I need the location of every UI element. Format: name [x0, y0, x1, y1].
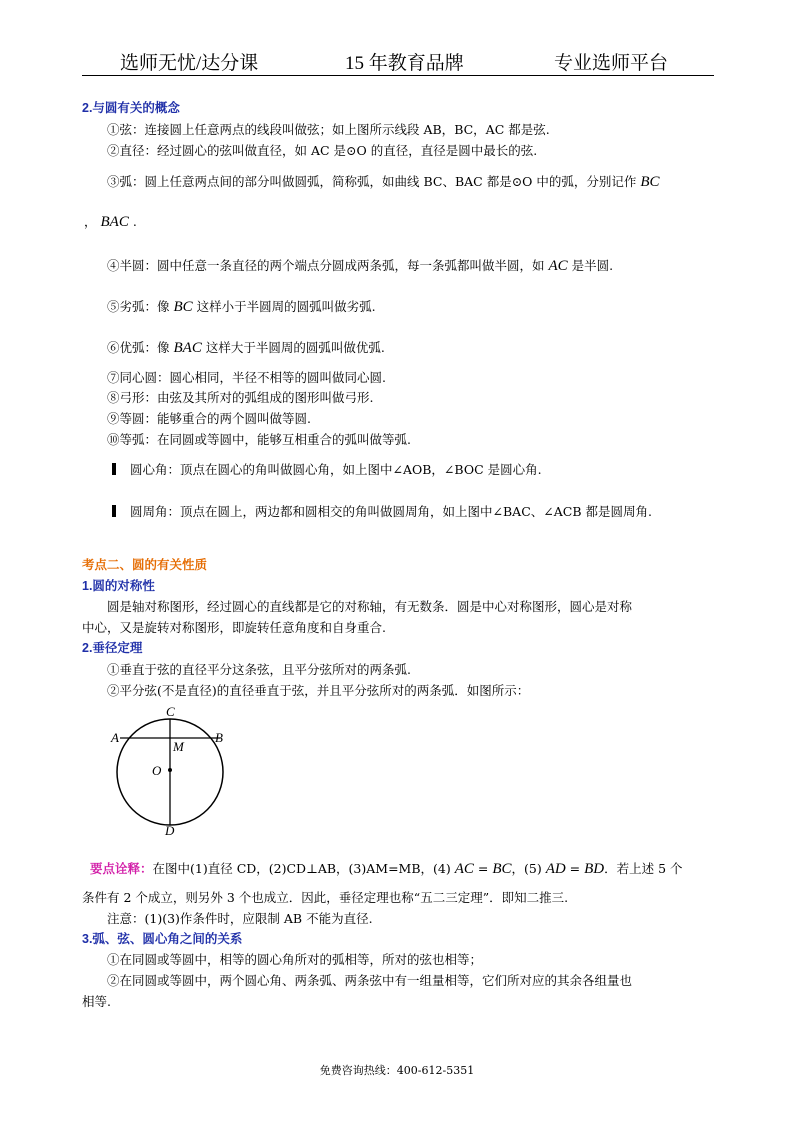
label-c: C: [166, 704, 175, 719]
def-semicircle-pre: ④半圆：圆中任意一条直径的两个端点分圆成两条弧，每一条弧都叫做半圆，如: [107, 258, 545, 273]
def-minor-arc-post: 这样小于半圆周的圆弧叫做劣弧.: [196, 299, 376, 314]
subsection-title-symmetry: 1.圆的对称性: [82, 579, 155, 593]
def-major-arc: [107, 340, 385, 356]
header-right: 专业选师平台: [554, 53, 669, 74]
def-arc-cont-post: .: [132, 214, 137, 229]
circle-diagram: [105, 702, 235, 842]
subsection-title-arc-chord-angle: 3.弧、弦、圆心角之间的关系: [82, 932, 243, 946]
arc-symbol-ac: AC: [548, 258, 568, 274]
def-chord: ①弦：连接圆上任意两点的线段叫做弦；如上图所示线段 AB，BC，AC 都是弦.: [107, 122, 550, 137]
header-left: 选师无忧/达分课: [120, 53, 259, 74]
label-b: B: [215, 730, 223, 745]
label-o: O: [152, 763, 162, 778]
bullet-icon: [112, 505, 116, 517]
arc-symbol-bc-minor: BC: [173, 299, 193, 315]
arc-symbol-bc-eq: BC: [492, 861, 512, 877]
arc-symbol-bc: BC: [640, 174, 660, 190]
theorem-line-1: ①垂直于弦的直径平分这条弦，且平分弦所对的两条弧.: [107, 662, 411, 677]
def-minor-arc-pre: ⑤劣弧：像: [107, 299, 170, 314]
section-title-properties: 考点二、圆的有关性质: [82, 558, 208, 572]
def-arc: [107, 174, 660, 190]
note-label: 要点诠释：: [90, 862, 153, 876]
theorem-line-2: ②平分弦(不是直径)的直径垂直于弦，并且平分弦所对的两条弧．如图所示：: [107, 683, 530, 698]
def-equal-arcs: ⑩等弧：在同圆或等圆中，能够互相重合的弧叫做等弧.: [107, 432, 411, 447]
def-minor-arc: [107, 299, 376, 315]
def-arc-text: ③弧：圆上任意两点间的部分叫做圆弧，简称弧，如曲线 BC、BAC 都是⊙O 中的弧，分别记作: [107, 174, 637, 189]
relation-line-1: ①在同圆或等圆中，相等的圆心角所对的弧相等，所对的弦也相等；: [107, 952, 483, 967]
relation-line-2: ②在同圆或等圆中，两个圆心角、两条弧、两条弦中有一组量相等，它们所对应的其余各组量也: [107, 973, 633, 988]
def-arc-cont-pre: ，: [84, 214, 97, 229]
def-semicircle-post: 是半圆.: [571, 258, 614, 273]
def-inscribed-angle: 圆周角：顶点在圆上，两边都和圆相交的角叫做圆周角，如上图中∠BAC、∠ACB 都是圆周角.: [130, 504, 652, 519]
def-equal-circles: ⑨等圆：能够重合的两个圆叫做等圆.: [107, 411, 311, 426]
def-arc-cont: [84, 214, 137, 230]
def-diameter: ②直径：经过圆心的弦叫做直径，如 AC 是⊙O 的直径，直径是圆中最长的弦.: [107, 143, 538, 158]
note-line-2: 条件有 2 个成立，则另外 3 个也成立．因此，垂径定理也称“五二三定理”．即知二推三.: [82, 890, 569, 905]
note-text-a: 在图中(1)直径 CD，(2)CD⊥AB，(3)AM=MB，(4): [152, 861, 451, 876]
symmetry-line-2: 中心，又是旋转对称图形，即旋转任意角度和自身重合.: [82, 620, 386, 635]
def-major-arc-post: 这样大于半圆周的圆弧叫做优弧.: [205, 340, 385, 355]
bullet-icon: [112, 463, 116, 475]
relation-line-3: 相等.: [82, 994, 111, 1009]
def-central-angle: 圆心角：顶点在圆心的角叫做圆心角，如上图中∠AOB，∠BOC 是圆心角.: [130, 462, 542, 477]
def-semicircle: [107, 258, 613, 274]
note-line-3: 注意：(1)(3)作条件时，应限制 AB 不能为直径.: [107, 911, 373, 926]
label-m: M: [173, 739, 184, 754]
arc-symbol-ad-eq: AD: [545, 861, 566, 877]
label-d: D: [165, 823, 175, 838]
page-header: [82, 48, 714, 76]
note-mid: ，(5): [511, 861, 542, 876]
arc-symbol-bac: BAC: [100, 214, 129, 230]
def-segment: ⑧弓形：由弦及其所对的弧组成的图形叫做弓形.: [107, 390, 374, 405]
def-concentric: ⑦同心圆：圆心相同，半径不相等的圆叫做同心圆.: [107, 370, 386, 385]
section-title-concepts: 2.与圆有关的概念: [82, 101, 180, 115]
arc-symbol-bd-eq: BD: [584, 861, 605, 877]
footer-hotline: 免费咨询热线：400-612-5351: [319, 1064, 475, 1077]
note-line-1: 要点诠释：在图中(1)直径 CD，(2)CD⊥AB，(3)AM=MB，(4) AC = BC，(5) AD = BD．若上述 5 个: [90, 861, 683, 877]
arc-symbol-ac-eq: AC: [454, 861, 474, 877]
header-divider: [82, 75, 714, 76]
arc-symbol-bac-major: BAC: [173, 340, 202, 356]
label-a: A: [111, 730, 119, 745]
header-center: 15 年教育品牌: [345, 53, 464, 74]
center-point: [168, 768, 172, 772]
symmetry-line-1: 圆是轴对称图形，经过圆心的直线都是它的对称轴，有无数条．圆是中心对称图形，圆心是对称: [107, 599, 633, 614]
def-major-arc-pre: ⑥优弧：像: [107, 340, 170, 355]
note-text-b: ．若上述 5 个: [604, 861, 683, 876]
subsection-title-perpendicular-diameter: 2.垂径定理: [82, 641, 143, 655]
